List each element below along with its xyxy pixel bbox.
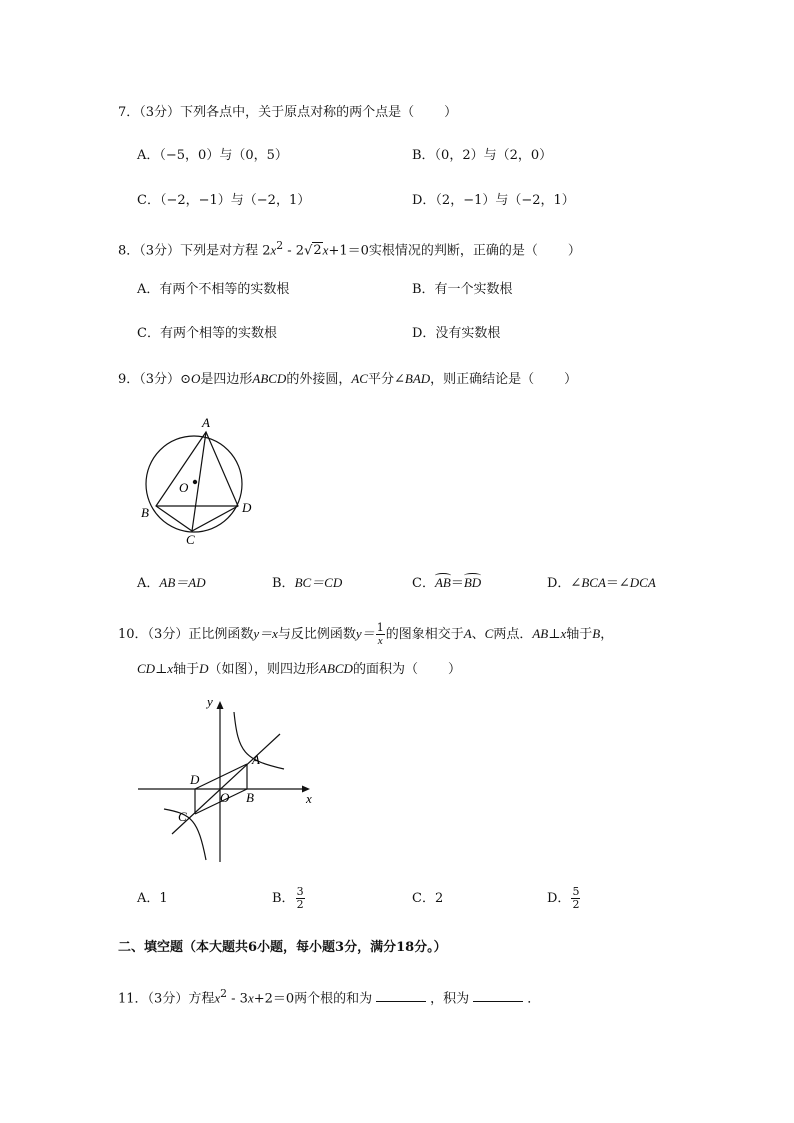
q9-score: （3分） xyxy=(139,372,181,387)
q10-line2-text-4: 的面积为（ xyxy=(352,662,418,677)
answer-blank-product[interactable] xyxy=(473,987,523,1002)
q9-number: 9． xyxy=(118,372,140,387)
q9-option-d-prefix: D．∠ xyxy=(547,576,582,591)
label-o: O xyxy=(220,790,230,805)
q11-end: ． xyxy=(527,991,541,1007)
q10-var-ab: AB xyxy=(532,626,549,641)
y-axis-arrow xyxy=(217,701,224,709)
q10-stem-line1 xyxy=(118,622,613,647)
q10-var-x: x xyxy=(560,626,567,641)
q11-exponent: 2 xyxy=(220,987,228,1000)
label-c: C xyxy=(178,809,187,824)
q10-perp-2: ⊥ xyxy=(155,662,168,677)
q10-text-5: 两点． xyxy=(493,627,533,642)
q9-option-c-prefix: C． xyxy=(412,576,435,591)
q9-paren-close: ） xyxy=(564,372,578,387)
q9-option-d-math2: DCA xyxy=(629,575,656,590)
section-title-fill-in: 二、填空题（本大题共6小题，每小题3分，满分18分。） xyxy=(118,940,447,955)
q8-option-b[interactable]: B．有一个实数根 xyxy=(412,282,513,297)
q9-var-o: O xyxy=(190,371,201,386)
q9-text-3: 平分∠ xyxy=(367,372,405,387)
q8-text-pre: 下列是对方程 2 xyxy=(180,243,271,259)
q8-paren-close: ） xyxy=(567,243,581,259)
q11-text-2: - 3 xyxy=(227,991,248,1007)
q11-score: （3分） xyxy=(147,991,189,1007)
fraction-3-over-2 xyxy=(296,886,305,911)
q9-var-ac: AC xyxy=(351,371,368,386)
q10-option-d-prefix: D． xyxy=(547,891,571,906)
line-y-equals-x xyxy=(172,734,280,834)
q8-sqrt-value: 2 xyxy=(313,243,322,259)
q7-paren-close: ） xyxy=(444,105,458,120)
q11-stem xyxy=(118,984,540,1009)
q8-option-a[interactable]: A．有两个不相等的实数根 xyxy=(137,282,290,297)
q8-text-mid: - 2 xyxy=(283,243,305,259)
q9-option-d-eq: ＝∠ xyxy=(605,576,630,591)
fraction-1-over-x xyxy=(376,622,385,647)
q10-perp-1: ⊥ xyxy=(548,627,561,642)
q10-text-2: 与反比例函数 xyxy=(277,627,356,642)
q10-var-d: D xyxy=(199,661,209,676)
fraction-denominator: 2 xyxy=(296,898,304,911)
label-d: D xyxy=(242,500,252,515)
q9-text-4: ，则正确结论是（ xyxy=(430,372,535,387)
q7-option-c[interactable]: C．（−2，−1）与（−2，1） xyxy=(137,193,311,208)
arc-ab: AB xyxy=(435,573,451,593)
q9-var-abcd: ABCD xyxy=(252,371,287,386)
q8-var-x2: x xyxy=(322,242,329,258)
label-a: A xyxy=(202,415,210,430)
q9-option-b-prefix: B． xyxy=(272,576,295,591)
q10-figure xyxy=(134,692,324,864)
q10-line2-text-2: 轴于 xyxy=(173,662,200,677)
answer-blank-sum[interactable] xyxy=(376,987,426,1002)
fraction-numerator: 3 xyxy=(296,885,304,898)
q9-option-a[interactable] xyxy=(137,573,206,594)
q7-text: 下列各点中，关于原点对称的两个点是（ xyxy=(180,105,415,120)
q10-line2-text-3: （如图），则四边形 xyxy=(208,662,319,677)
q10-stem-line2 xyxy=(137,659,461,680)
q7-score: （3分） xyxy=(139,105,181,120)
q10-option-c[interactable]: C．2 xyxy=(412,891,444,906)
label-b: B xyxy=(246,790,254,805)
q10-function-2: y＝ xyxy=(355,626,375,641)
sqrt-symbol: √ xyxy=(304,243,313,259)
q9-option-b-math: BC＝CD xyxy=(294,575,343,590)
q10-option-a[interactable]: A．1 xyxy=(137,891,168,906)
q10-var-a: A xyxy=(463,626,472,641)
arc-bd: BD xyxy=(464,573,481,593)
q10-function-1: y＝x xyxy=(253,626,278,641)
q9-option-d[interactable] xyxy=(547,573,656,594)
q8-score: （3分） xyxy=(139,243,181,259)
q7-number: 7． xyxy=(118,105,140,120)
fraction-numerator: 5 xyxy=(572,885,580,898)
q9-text-2: 的外接圆， xyxy=(286,372,352,387)
q10-paren-close: ） xyxy=(447,662,461,677)
q10-option-d[interactable] xyxy=(547,881,581,917)
q10-var-x2: x xyxy=(167,661,174,676)
label-b: B xyxy=(141,505,149,520)
q10-number: 10． xyxy=(118,627,148,642)
fraction-denominator: 2 xyxy=(572,898,580,911)
q10-text-4: 、 xyxy=(471,627,485,642)
circle-symbol: ⊙ xyxy=(180,372,191,387)
q8-option-d[interactable]: D．没有实数根 xyxy=(412,326,501,341)
q11-text-1: 方程 xyxy=(188,991,215,1007)
center-point xyxy=(193,480,197,484)
label-a: A xyxy=(252,752,260,767)
fraction-5-over-2 xyxy=(571,886,580,911)
q11-text-3: +2＝0两个根的和为 xyxy=(253,991,373,1007)
q9-var-bad: BAD xyxy=(404,371,431,386)
q10-text-8: ， xyxy=(600,627,614,642)
q8-text-post: +1＝0实根情况的判断，正确的是（ xyxy=(328,243,538,259)
q10-text-7: 轴于 xyxy=(566,627,593,642)
q9-option-c[interactable] xyxy=(412,573,481,594)
q7-option-a[interactable]: A．（−5，0）与（0，5） xyxy=(137,148,288,163)
q9-figure xyxy=(136,410,266,550)
label-c: C xyxy=(186,532,195,547)
label-d: D xyxy=(190,772,200,787)
q7-option-b[interactable]: B．（0，2）与（2，0） xyxy=(412,148,553,163)
q9-stem xyxy=(118,369,577,390)
q10-option-b-prefix: B． xyxy=(272,891,295,906)
q10-var-abcd: ABCD xyxy=(319,661,353,676)
label-y: y xyxy=(207,694,213,709)
q11-number: 11． xyxy=(118,991,148,1007)
q9-option-a-prefix: A． xyxy=(137,576,160,591)
q11-text-4: ，积为 xyxy=(430,991,470,1007)
q10-text-1: 正比例函数 xyxy=(188,627,254,642)
fraction-denominator: x xyxy=(377,635,383,647)
label-o: O xyxy=(179,480,189,495)
q9-option-a-math: AB＝AD xyxy=(159,575,206,590)
q10-var-cd: CD xyxy=(137,661,156,676)
q10-option-b[interactable] xyxy=(272,881,306,917)
q8-option-c[interactable]: C．有两个相等的实数根 xyxy=(137,326,277,341)
q8-var-x: x xyxy=(270,242,277,258)
q7-stem xyxy=(118,103,457,123)
q10-var-b: B xyxy=(592,626,601,641)
q8-number: 8． xyxy=(118,243,140,259)
q9-text-1: 是四边形 xyxy=(200,372,253,387)
q7-option-d[interactable]: D．（2，−1）与（−2，1） xyxy=(412,193,575,208)
segment-da xyxy=(195,764,247,789)
q8-exponent: 2 xyxy=(276,239,284,252)
q8-stem xyxy=(118,236,581,261)
q10-var-c: C xyxy=(484,626,494,641)
q9-option-c-eq: ＝ xyxy=(450,576,464,591)
q9-option-d-math1: BCA xyxy=(581,575,606,590)
q11-var-x: x xyxy=(214,990,221,1006)
q9-option-b[interactable] xyxy=(272,573,342,594)
q11-var-x2: x xyxy=(247,990,254,1006)
label-x: x xyxy=(306,791,312,806)
q10-score: （3分） xyxy=(147,627,189,642)
q10-text-3: 的图象相交于 xyxy=(385,627,464,642)
fraction-numerator: 1 xyxy=(376,621,384,634)
